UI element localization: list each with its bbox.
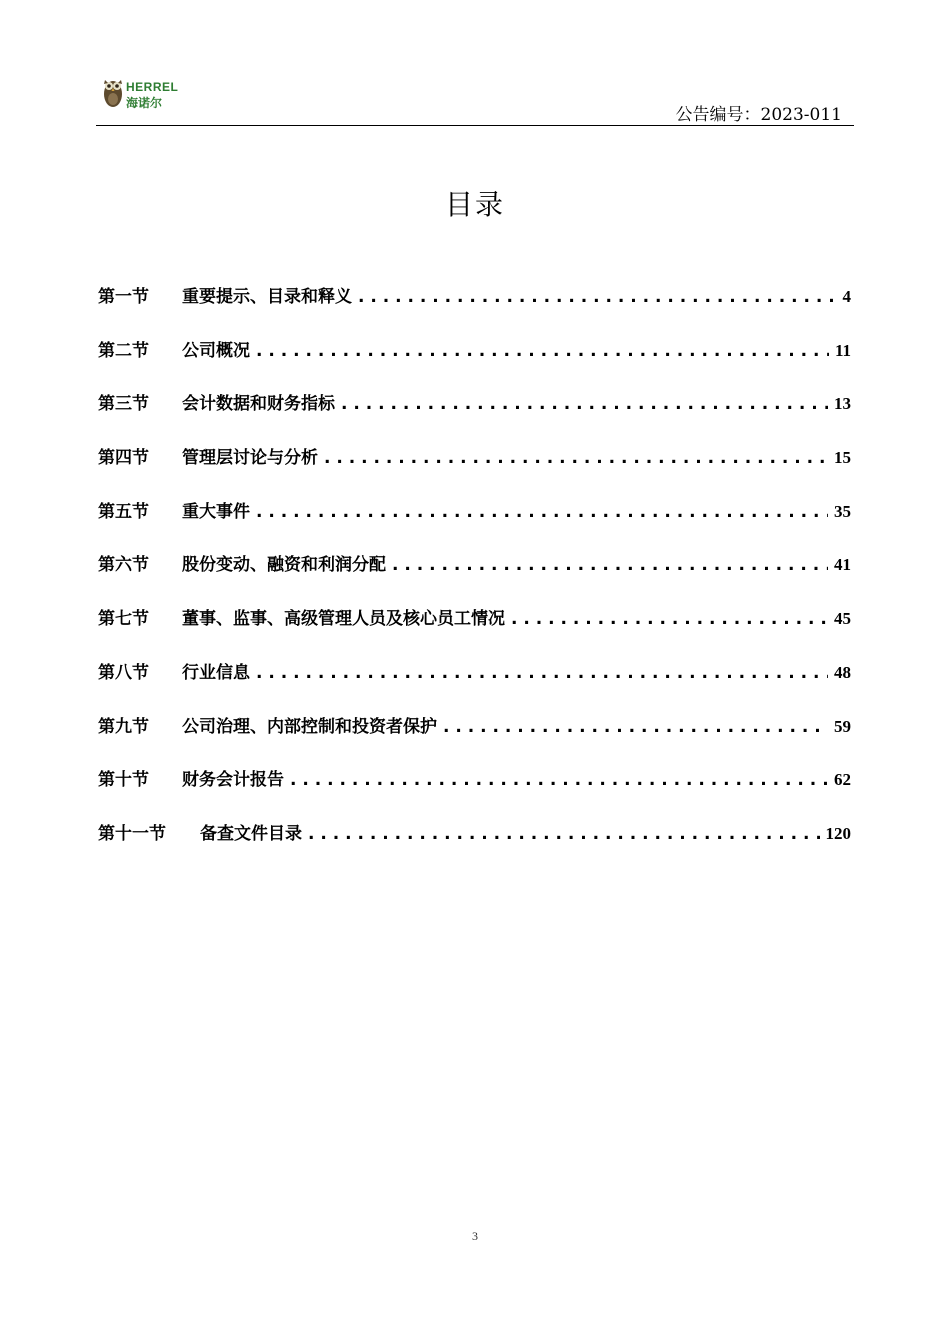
toc-page-number: 48 (834, 662, 851, 682)
toc-section: 第八节 (98, 662, 149, 683)
logo-text-cn: 海诺尔 (126, 96, 163, 110)
toc-page-number: 13 (834, 394, 851, 414)
toc-title: 重要提示、目录和释义 (182, 287, 352, 307)
toc-entry[interactable] (98, 389, 851, 443)
toc-entry[interactable] (98, 550, 851, 604)
toc-title: 董事、监事、高级管理人员及核心员工情况 (182, 609, 505, 630)
toc-entry[interactable] (98, 336, 851, 390)
toc-section: 第二节 (98, 340, 149, 361)
toc-entry[interactable] (98, 658, 851, 712)
toc-leader (392, 555, 828, 575)
toc-page-number: 11 (834, 340, 851, 360)
table-of-contents (98, 282, 851, 873)
page-title: 目录 (444, 188, 505, 221)
logo-text-en: HERREL (126, 80, 179, 94)
toc-section: 第三节 (98, 394, 149, 415)
toc-leader (256, 663, 828, 683)
toc-title: 重大事件 (182, 501, 250, 522)
toc-page-number: 4 (842, 287, 851, 306)
toc-leader (443, 717, 828, 737)
toc-title: 会计数据和财务指标 (182, 394, 335, 415)
page-number: 3 (472, 1229, 478, 1243)
announcement-number: 公告编号：2023-011 (675, 105, 842, 125)
toc-section: 第七节 (98, 609, 149, 630)
toc-leader (290, 770, 828, 790)
toc-page-number: 59 (834, 716, 851, 736)
toc-section: 第一节 (98, 287, 149, 307)
toc-leader (511, 609, 828, 629)
company-logo (102, 74, 194, 114)
toc-title: 财务会计报告 (182, 770, 284, 791)
toc-page-number: 35 (834, 501, 851, 521)
header-divider (96, 125, 854, 126)
toc-leader (358, 287, 837, 307)
toc-entry[interactable] (98, 819, 851, 873)
toc-title: 行业信息 (182, 662, 250, 683)
toc-section: 第九节 (98, 716, 149, 737)
toc-section: 第五节 (98, 501, 149, 522)
owl-icon (102, 74, 124, 110)
toc-leader (341, 394, 828, 414)
toc-page-number: 41 (834, 555, 851, 575)
toc-entry[interactable] (98, 497, 851, 551)
toc-title: 管理层讨论与分析 (182, 448, 318, 469)
toc-entry[interactable] (98, 282, 851, 336)
toc-section: 第十一节 (98, 823, 166, 844)
toc-entry[interactable] (98, 765, 851, 819)
toc-title: 公司治理、内部控制和投资者保护 (182, 716, 437, 737)
toc-page-number: 15 (834, 448, 851, 468)
toc-leader (256, 502, 828, 522)
toc-section: 第十节 (98, 770, 149, 791)
toc-entry[interactable] (98, 712, 851, 766)
toc-section: 第四节 (98, 448, 149, 469)
toc-entry[interactable] (98, 443, 851, 497)
toc-leader (324, 448, 828, 468)
toc-page-number: 120 (825, 823, 851, 843)
toc-title: 备查文件目录 (200, 823, 302, 844)
toc-page-number: 45 (834, 609, 851, 629)
toc-section: 第六节 (98, 555, 149, 576)
toc-page-number: 62 (834, 770, 851, 790)
toc-title: 公司概况 (182, 340, 250, 361)
toc-leader (308, 824, 820, 844)
toc-title: 股份变动、融资和利润分配 (182, 555, 386, 576)
toc-entry[interactable] (98, 604, 851, 658)
toc-leader (256, 341, 829, 361)
